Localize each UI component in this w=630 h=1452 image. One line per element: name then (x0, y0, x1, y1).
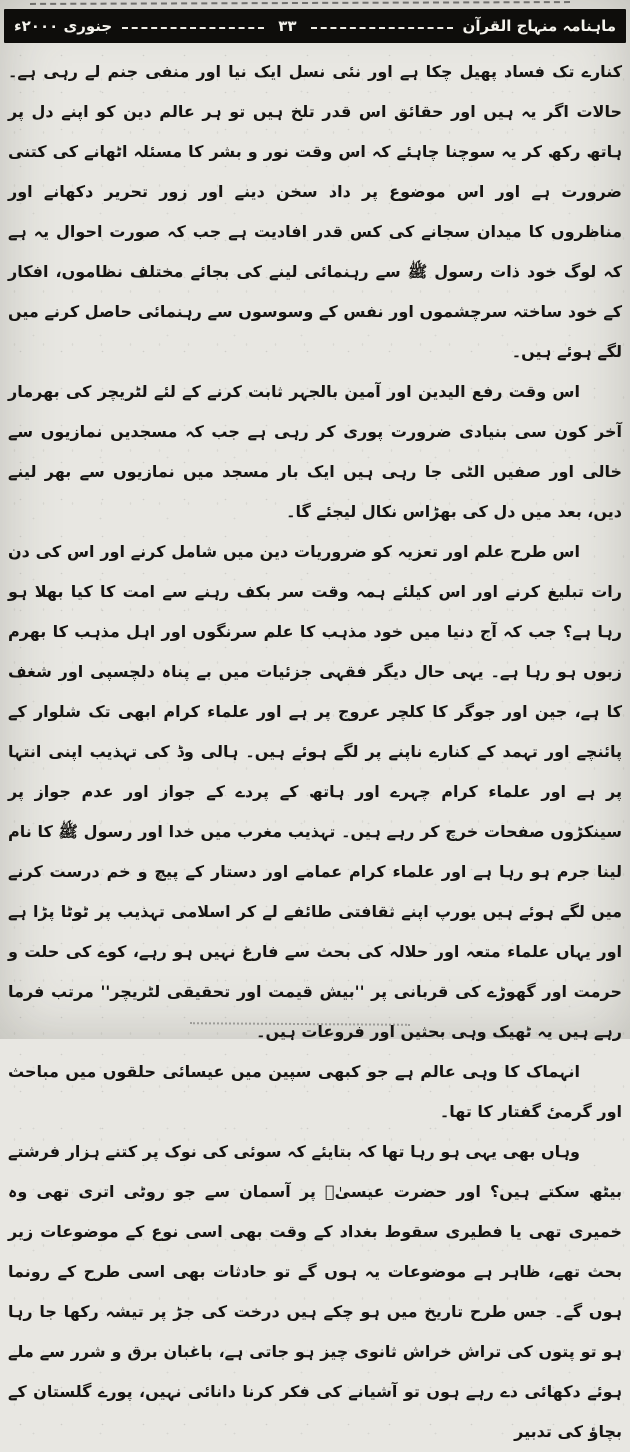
paragraph: اس طرح علم اور تعزیہ کو ضروریات دین میں شامل کرنے اور اس کی دن رات تبلیغ کرنے اور اس کیلئے ہمہ وقت سر بکف رہنے سے امت کا کیا بھلا ہو رہا ہے؟ جب کہ آج دنیا میں خود مذہب کا علم سرنگوں اور اہل مذہب کا بھرم زبوں ہو رہا ہے۔ یہی حال دیگر فقہی جزئیات میں بے پناہ دلچسپی اور شغف کا ہے، جین اور جوگر کا کلچر عروج پر ہے اور علماء کرام ابھی تک شلوار کے پائنچے اور تہمد کے کنارے ناپنے پر لگے ہوئے ہیں۔ ہالی وڈ کی تہذیب اپنی انتہا پر ہے اور علماء کرام چہرے اور ہاتھ کے پردے کے جواز اور عدم جواز پر سینکڑوں صفحات خرچ کر رہے ہیں۔ تہذیب مغرب میں خدا اور رسول ﷺ کا نام لینا جرم ہو رہا ہے اور علماء کرام عمامے اور دستار کے پیچ و خم درست کرنے میں لگے ہوئے ہیں یورپ اپنے ثقافتی طائفے لے کر اسلامی تہذیب پر ٹوٹا پڑا ہے اور یہاں علماء متعہ اور حلالہ کی بحث سے فارغ نہیں ہو رہے، کوے کی حلت و حرمت اور گھوڑے کی قربانی پر ''بیش قیمت اور تحقیقی لٹریچر'' مرتب فرما رہے ہیں یہ ٹھیک وہی بحثیں اور فروعات ہیں۔ (8, 542, 622, 1041)
paragraph: وہاں بھی یہی ہو رہا تھا کہ بتایئے کہ سوئی کی نوک پر کتنے ہزار فرشتے بیٹھ سکتے ہیں؟ اور حضرت عیسیٰؑ پر آسمان سے جو روٹی اتری تھی وہ خمیری تھی یا فطیری سقوط بغداد کے وقت بھی اسی نوع کے موضوعات زیر بحث تھے، ظاہر ہے موضوعات یہ ہوں گے تو حادثات بھی اسی طرح کے رونما ہوں گے۔ جس طرح تاریخ میں ہو چکے ہیں درخت کی جڑ پر تیشہ رکھا جا رہا ہو تو پتوں کی تراش خراش ثانوی چیز ہو جاتی ہے، باغبان برق و شرر سے ملے ہوئے دکھائی دے رہے ہوں تو آشیانے کی فکر کرنا دانائی نہیں، پورے گلستان کے بچاؤ کی تدبیر (8, 1142, 622, 1441)
paragraph: انہماک کا وہی عالم ہے جو کبھی سپین میں عیسائی حلقوں میں مباحث اور گرمیٔ گفتار کا تھا۔ (8, 1062, 622, 1121)
page-number: ۳۳ (278, 17, 297, 35)
header-dashed-rule-left (122, 27, 264, 29)
scan-artifact-line (30, 1, 570, 5)
paragraph: اس وقت رفع الیدین اور آمین بالجہر ثابت کرنے کے لئے لٹریچر کی بھرمار آخر کون سی بنیادی ضرورت پوری کر رہی ہے جب کہ مسجدیں نمازیوں سے خالی اور صفیں الٹی جا رہی ہیں ایک بار مسجد میں نمازیوں سے بھر لینے دیں، بعد میں دل کی بھڑاس نکال لیجئے گا۔ (8, 382, 622, 521)
header-dashed-rule-right (311, 27, 453, 29)
magazine-title: ماہنامہ منہاج القرآن (462, 17, 616, 35)
body-text (8, 52, 622, 1441)
page-header (4, 9, 626, 43)
issue-date: جنوری ۲۰۰۰ء (13, 17, 113, 35)
paragraph: کنارے تک فساد پھیل چکا ہے اور نئی نسل ایک نیا اور منفی جنم لے رہی ہے۔ حالات اگر یہ ہیں اور حقائق اس قدر تلخ ہیں تو ہر عالم دین کو اپنے دل پر ہاتھ رکھ کر یہ سوچنا چاہئے کہ اس وقت نور و بشر کا مسئلہ اٹھانے کی کتنی ضرورت ہے اور اس موضوع پر داد سخن دینے اور زور تحریر دکھانے اور مناظروں کا میدان سجانے کی کس قدر افادیت ہے جب کہ صورت احوال یہ ہے کہ لوگ خود ذات رسول ﷺ سے رہنمائی لینے کی بجائے مختلف نظاموں، افکار کے خود ساختہ سرچشموں اور نفس کے وسوسوں سے رہنمائی حاصل کرنے میں لگے ہوئے ہیں۔ (8, 62, 622, 361)
